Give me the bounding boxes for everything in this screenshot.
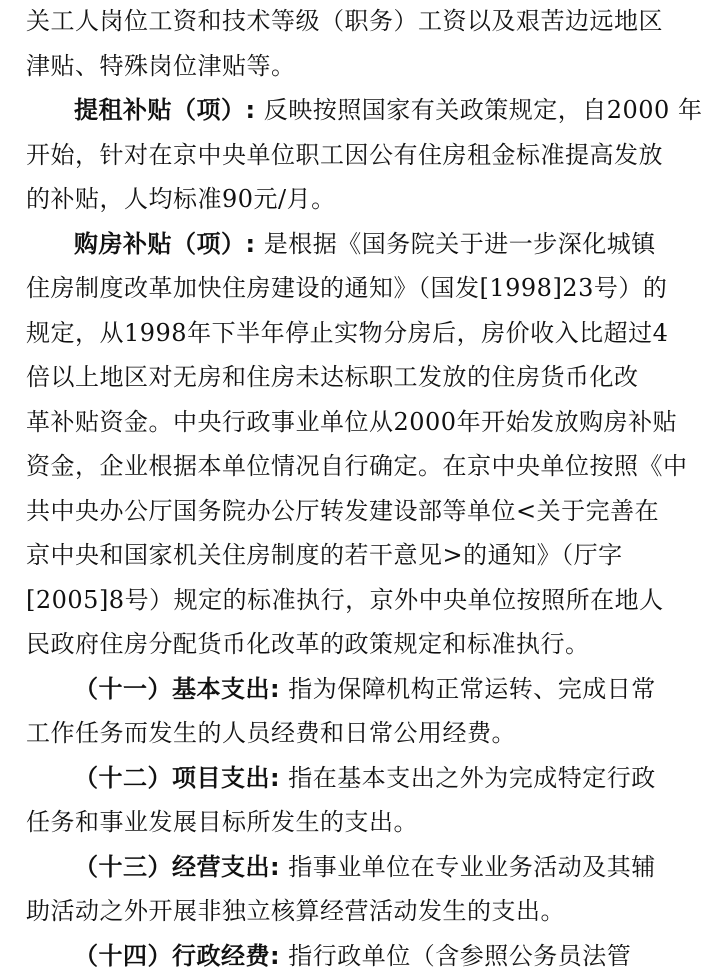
text-line: 倍以上地区对无房和住房未达标职工发放的住房货币化改 xyxy=(26,363,639,391)
text-line: 津贴、特殊岗位津贴等。 xyxy=(26,52,296,80)
text-line: 共中央办公厅国务院办公厅转发建设部等单位<关于完善在 xyxy=(26,497,660,525)
text-line: 的补贴，人均标准90元/月。 xyxy=(26,185,336,213)
text-line: 民政府住房分配货币化改革的政策规定和标准执行。 xyxy=(26,630,590,658)
term-heading: 提租补贴（项）: xyxy=(74,96,256,124)
term-heading: 购房补贴（项）: xyxy=(74,230,256,258)
section-heading: （十一）基本支出: xyxy=(74,675,281,703)
text-line: 革补贴资金。中央行政事业单位从2000年开始发放购房补贴 xyxy=(26,408,678,436)
text-line: 住房制度改革加快住房建设的通知》（国发[1998]23号）的 xyxy=(26,274,668,302)
text-line: 助活动之外开展非独立核算经营活动发生的支出。 xyxy=(26,897,565,925)
text-line: 京中央和国家机关住房制度的若干意见>的通知》（厅字 xyxy=(26,541,623,569)
paragraph-lead-line: （十三）经营支出: 指事业单位在专业业务活动及其辅 xyxy=(74,853,656,881)
section-heading: （十三）经营支出: xyxy=(74,853,281,881)
text-line: 资金，企业根据本单位情况自行确定。在京中央单位按照《中 xyxy=(26,452,688,480)
paragraph-lead-line: （十一）基本支出: 指为保障机构正常运转、完成日常 xyxy=(74,675,656,703)
paragraph-lead-line: （十二）项目支出: 指在基本支出之外为完成特定行政 xyxy=(74,764,656,792)
text-line: [2005]8号）规定的标准执行，京外中央单位按照所在地人 xyxy=(26,586,664,614)
paragraph-lead-line: 购房补贴（项）: 是根据《国务院关于进一步深化城镇 xyxy=(74,230,656,258)
paragraph-lead-line: （十四）行政经费: 指行政单位（含参照公务员法管 xyxy=(74,942,632,970)
section-heading: （十二）项目支出: xyxy=(74,764,281,792)
section-heading: （十四）行政经费: xyxy=(74,942,281,970)
text-line: 关工人岗位工资和技术等级（职务）工资以及艰苦边远地区 xyxy=(26,7,663,35)
text-line: 规定，从1998年下半年停止实物分房后，房价收入比超过4 xyxy=(26,319,669,347)
text-line: 任务和事业发展目标所发生的支出。 xyxy=(26,808,418,836)
text-line: 开始，针对在京中央单位职工因公有住房租金标准提高发放 xyxy=(26,141,663,169)
text-line: 工作任务而发生的人员经费和日常公用经费。 xyxy=(26,719,516,747)
paragraph-lead-line: 提租补贴（项）: 反映按照国家有关政策规定，自2000 年 xyxy=(74,96,702,124)
